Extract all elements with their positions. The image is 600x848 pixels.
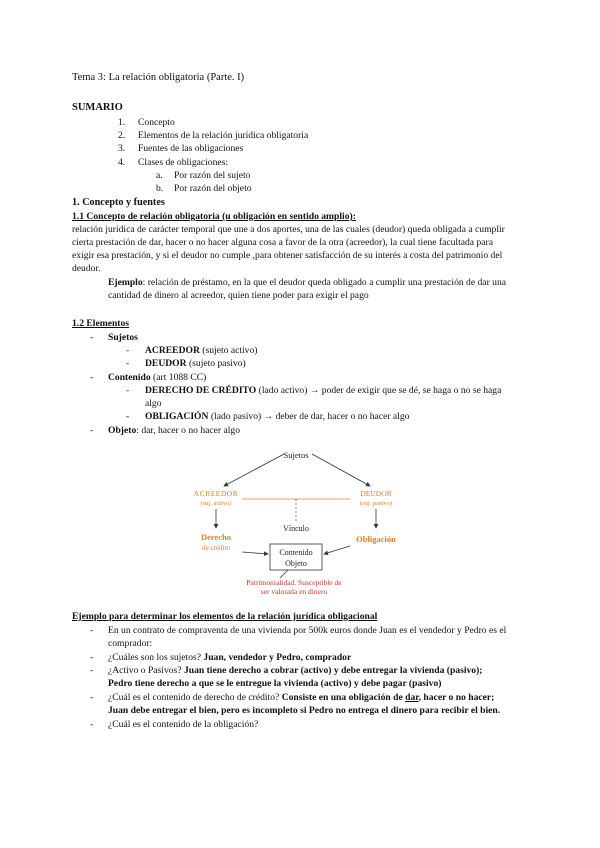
sumario-num: 1. (118, 117, 126, 128)
ejemplo-line: En un contrato de compraventa de una vivienda por 500k euros donde Juan es el vendedor y Pedro es el (108, 625, 507, 636)
answer: Juan tiene derecho a cobrar (activo) y debe entregar la vivienda (pasivo); (183, 665, 483, 676)
derecho-line-cont: algo (145, 398, 162, 409)
bullet-dash: - (90, 332, 94, 343)
diagram-deudor-sub: (suj. pasivo) (359, 500, 393, 507)
arrow-derecho-contenido (242, 552, 268, 554)
example-label: Ejemplo (108, 277, 143, 288)
diagram-acreedor: ACREEDOR (193, 489, 239, 498)
deudor-desc: (sujeto pasivo) (186, 358, 246, 369)
ejemplo-line: ¿Cuál es el contenido de la obligación? (108, 719, 259, 730)
acreedor-line (145, 345, 257, 357)
acreedor-desc: (sujeto activo) (199, 345, 258, 356)
answer-dar: dar (405, 692, 419, 703)
diagram-derecho: Derecho (200, 532, 232, 542)
sumario-num: 2. (118, 130, 126, 141)
bullet-dash: - (126, 345, 130, 356)
obligacion-term: OBLIGACIÓN (145, 411, 209, 422)
sumario-subnum: a. (156, 170, 163, 181)
diagram-credito: de crédito (202, 544, 230, 552)
contenido-desc: (art 1088 CC) (150, 372, 207, 383)
ejemplo-line: Juan debe entregar el bien, pero es incompleto si Pedro no entrega el dinero para recibir el bien. (108, 705, 501, 716)
diagram-deudor: DEUDOR (360, 489, 392, 498)
contenido-line (108, 372, 206, 384)
sumario-item: Clases de obligaciones: (138, 157, 229, 168)
diagram-contenido: Contenido (279, 548, 313, 557)
sumario-item: Elementos de la relación jurídica obligatoria (138, 130, 309, 141)
paragraph-line: relación jurídica de carácter temporal que une a dos aportes, una de las cuales (deudor) queda obligada a cumplir (72, 224, 505, 235)
arrow-obligacion-contenido (324, 546, 350, 554)
ejemplo-line: Pedro tiene derecho a que se le entregue la vivienda (activo) y debe pagar (pasivo) (108, 678, 442, 689)
paragraph-line: exigir esa prestación, y si el deudor no cumple ,para obtener satisfacción de su interés a costa del patrimonio del (72, 250, 503, 261)
elements-diagram (180, 442, 420, 598)
bullet-dash: - (90, 692, 94, 703)
section-1-2-heading: 1.2 Elementos (72, 318, 130, 329)
bullet-dash: - (90, 372, 94, 383)
bullet-dash: - (90, 719, 94, 730)
sumario-item: Concepto (138, 117, 175, 128)
objeto-term: Objeto (108, 425, 137, 436)
section-1-heading: 1. Concepto y fuentes (72, 197, 165, 208)
derecho-line (145, 385, 501, 397)
bullet-dash: - (126, 385, 130, 396)
bullet-dash: - (90, 652, 94, 663)
sujetos-label: Sujetos (108, 332, 138, 343)
diagram-acreedor-sub: (suj. activo) (200, 500, 232, 507)
ejemplo-line (108, 692, 494, 704)
sumario-num: 4. (118, 157, 126, 168)
question: ¿Cuál es el contenido de derecho de crédito? (108, 692, 282, 703)
bullet-dash: - (90, 425, 94, 436)
sumario-num: 3. (118, 143, 126, 154)
sumario-item: Fuentes de las obligaciones (138, 143, 244, 154)
deudor-term: DEUDOR (145, 358, 187, 369)
ejemplo-line (108, 665, 482, 677)
sumario-heading: SUMARIO (72, 102, 123, 113)
obligacion-line (145, 411, 409, 423)
bullet-dash: - (126, 411, 130, 422)
paragraph-line: cierta prestación de dar, hacer o no hacer alguna cosa a favor de la otra (acreedor), la cual tiene facultada para (72, 237, 493, 248)
paragraph-line: deudor. (72, 263, 101, 274)
diagram-vinculo: Vínculo (283, 524, 309, 533)
diagram-valorada: ser valorada en dinero (260, 587, 328, 596)
document-title: Tema 3: La relación obligatoria (Parte. I) (72, 72, 245, 83)
arrow-to-patrimonialidad (280, 570, 288, 578)
section-1-1-heading: 1.1 Concepto de relación obligatoria (u obligación en sentido amplio): (72, 211, 356, 222)
ejemplo-line (108, 652, 351, 664)
answer: Juan, vendedor y Pedro, comprador (203, 652, 352, 663)
answer: , hacer o no hacer; (418, 692, 495, 703)
arrow-to-deudor (312, 454, 370, 486)
example-text: : relación de préstamo, en la que el deudor queda obligado a cumplir una prestación de dar una (142, 277, 507, 288)
deudor-line (145, 358, 246, 370)
bullet-dash: - (90, 625, 94, 636)
example-line-2: cantidad de dinero al acreedor, quien tiene poder para exigir el pago (108, 290, 369, 301)
sumario-subitem: Por razón del objeto (174, 183, 252, 194)
derecho-desc: (lado activo) → poder de exigir que se dé, se haga o no se haga (256, 385, 502, 396)
ejemplo-heading: Ejemplo para determinar los elementos de la relación jurídica obligacional (72, 611, 378, 622)
question: ¿Cuáles son los sujetos? (108, 652, 204, 663)
example-paragraph (108, 277, 506, 289)
arrow-to-acreedor (224, 454, 284, 486)
sumario-subitem: Por razón del sujeto (174, 170, 251, 181)
diagram-obligacion: Obligación (356, 534, 396, 544)
diagram-sujetos: Sujetos (283, 450, 309, 460)
objeto-line (108, 425, 240, 437)
diagram-objeto: Objeto (285, 559, 307, 568)
question: ¿Activo o Pasivos? (108, 665, 184, 676)
acreedor-term: ACREEDOR (145, 345, 200, 356)
diagram-patrimonialidad: Patrimonialidad. Susceptible de (246, 578, 342, 587)
objeto-desc: : dar, hacer o no hacer algo (136, 425, 241, 436)
derecho-term: DERECHO DE CRÉDITO (145, 385, 257, 396)
contenido-term: Contenido (108, 372, 151, 383)
ejemplo-line: comprador: (108, 638, 153, 649)
bullet-dash: - (126, 358, 130, 369)
sumario-subnum: b. (156, 183, 164, 194)
obligacion-desc: (lado pasivo) → deber de dar, hacer o no hacer algo (208, 411, 410, 422)
answer: Consiste en una obligación de (281, 692, 406, 703)
bullet-dash: - (90, 665, 94, 676)
